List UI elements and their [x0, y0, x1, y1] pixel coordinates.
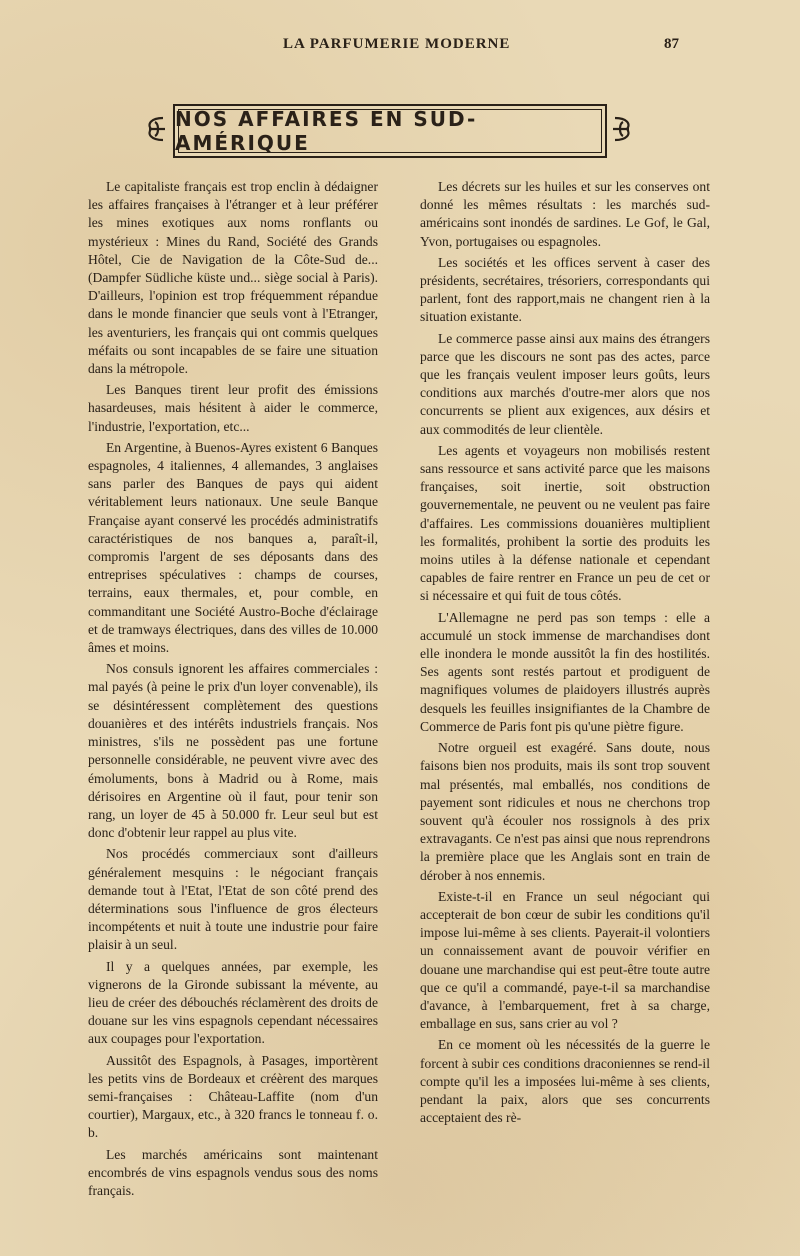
- paragraph: En Argentine, à Buenos-Ayres existent 6 Banques espagnoles, 4 italiennes, 4 allemandes, 3 anglaises sans parler des Banques de pays qui aident véritablement leurs nationaux. Une seule Banque Française ayant conservé les procédés administratifs caractéristiques de nos banques a, paraît-il, compromis l'argent de ses déposants dans des entreprises spéculatives : champs de courses, terrains, eaux thermales, et, pour comble, en commanditant une Société Austro-Boche d'éclairage et de tramways électriques, dans des villes de 10.000 âmes et moins.: [88, 439, 378, 656]
- article-title-banner: [143, 104, 635, 156]
- paragraph: En ce moment où les nécessités de la guerre le forcent à subir ces conditions draconiennes se rend-il compte qu'il les a imposées lui-même à ses clients, pendant la paix, alors que ses concurrents acceptaient des rè-: [420, 1037, 710, 1126]
- paragraph: Existe-t-il en France un seul négociant qui accepterait de bon cœur de subir les conditions qu'il impose lui-même à ses clients. Payerait-il volontiers un connaissement avant de pouvoir vérifier en douane une marchandise qui est peut-être toute autre que ce qu'il a commandé, paye-t-il sa marchandise d'avance, à l'embarquement, fret à sa charge, emballage en sus, sans crier au vol ?: [420, 888, 710, 1032]
- paragraph: Les sociétés et les offices servent à caser des présidents, secrétaires, trésoriers, correspondants qui parlent, font des rapport,mais ne changent rien à la situation existante.: [420, 254, 710, 325]
- left-column: [88, 178, 378, 1203]
- paragraph: Nos consuls ignorent les affaires commerciales : mal payés (à peine le prix d'un loyer convenable), ils se désintéressent complètement des questions douanières et des intérêts industriels français. Nos ministres, s'ils ne possèdent pas une fortune personnelle considérable, ne peuvent vivre avec des émoluments, bons à Madrid ou à Rome, mais dérisoires en Argentine où il faut, pour tenir son rang, un loyer de 45 à 50.000 fr. Leur seul but est donc d'obtenir leur rappel au plus vite.: [88, 661, 378, 841]
- paragraph: Le commerce passe ainsi aux mains des étrangers parce que les discours ne sont pas des actes, parce que les français veulent imposer leurs goûts, leurs conditions aux marchés d'outre-mer alors que nos concurrents se plient aux exigences, aux désirs et aux commodités de leur clientèle.: [420, 330, 710, 437]
- paragraph: L'Allemagne ne perd pas son temps : elle a accumulé un stock immense de marchandises dont elle inondera le monde aussitôt la fin des hostilités. Ses agents sont restés partout et prodiguent de magnifiques volumes de plaidoyers illustrés auprès desquels les feuilles insignifiantes de la Chambre de Commerce de Paris font pis qu'une piètre figure.: [420, 609, 710, 734]
- paragraph: Les Banques tirent leur profit des émissions hasardeuses, mais hésitent à aider le commerce, l'industrie, l'exportation, etc...: [88, 382, 378, 434]
- paragraph: Les agents et voyageurs non mobilisés restent sans ressource et sans activité parce que les maisons françaises, soit inertie, soit obstruction gouvernementale, ne peuvent ou ne veulent pas faire d'affaires. Les commissions douanières multiplient les formalités, prohibent la sortie des produits les moins utiles à la défense nationale et cependant capables de faire rentrer en France un peu de cet or si nécessaire et qui fuit de tous côtés.: [420, 442, 710, 604]
- fleuron-icon: [609, 114, 635, 144]
- paragraph: Il y a quelques années, par exemple, les vignerons de la Gironde subissant la mévente, au lieu de créer des débouchés réclamèrent des droits de douane sur les vins espagnols cependant nécessaires aux coupages pour l'exportation.: [88, 958, 378, 1047]
- running-title: LA PARFUMERIE MODERNE: [283, 36, 511, 52]
- page-header: [0, 36, 800, 60]
- article-title: NOS AFFAIRES EN SUD-AMÉRIQUE: [175, 107, 478, 155]
- fleuron-icon: [143, 114, 169, 144]
- paragraph: Aussitôt des Espagnols, à Pasages, importèrent les petits vins de Bordeaux et créèrent des marques semi-françaises : Château-Laffite (nom d'un courtier), Margaux, etc., à 320 francs le tonneau f. o. b.: [88, 1052, 378, 1141]
- article-body: [88, 178, 712, 1198]
- page-number: 87: [664, 36, 679, 52]
- paragraph: Notre orgueil est exagéré. Sans doute, nous faisons bien nos produits, mais ils sont trop souvent mal présentés, mal emballés, nos conditions de payement sont ridicules et nous ne cherchons trop souvent qu'à écouler nos rossignols à des prix extravagants. Ce n'est pas ainsi que nous reprendrons la première place que les Anglais sont en train de dérober à nos ennemis.: [420, 740, 710, 883]
- paragraph: Les décrets sur les huiles et sur les conserves ont donné les mêmes résultats : les marchés sud-américains sont inondés de sardines. Le Gof, le Gal, Yvon, portugaises ou espagnoles.: [420, 179, 710, 249]
- paragraph: Les marchés américains sont maintenant encombrés de vins espagnols vendus sous des noms français.: [88, 1146, 378, 1198]
- paragraph: Le capitaliste français est trop enclin à dédaigner les affaires françaises à l'étranger et à leur préférer les mines exotiques aux noms ronflants ou mystérieux : Mines du Rand, Société des Grands Hôtel, Cie de Navigation de la Côte-Sud de... (Dampfer Südliche küste und... siège social à Paris). D'ailleurs, l'opinion est trop fréquemment répandue dans le monde financier que seuls vont à l'Etranger, les aventuriers, les français qui ont commis quelques méfaits ou sont incapables de se faire une situation dans la métropole.: [88, 179, 378, 377]
- article-title-box: [173, 104, 607, 158]
- column-divider: [399, 178, 400, 1178]
- right-column: [420, 178, 710, 1130]
- paragraph: Nos procédés commerciaux sont d'ailleurs généralement mesquins : le négociant français demande tout à l'Etat, l'Etat de son côté prend des déterminations sous l'influence de gros électeurs incompétents et nuit à toute une industrie pour faire plaisir à un seul.: [88, 846, 378, 953]
